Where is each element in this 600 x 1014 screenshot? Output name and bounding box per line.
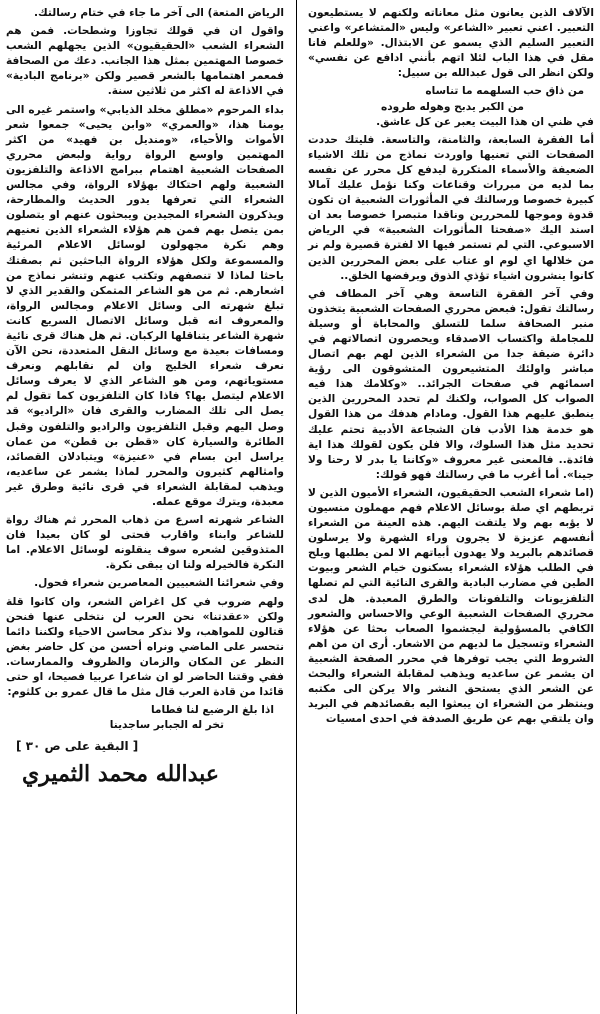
paragraph: وفي آخر الفقرة التاسعة وهي آخر المطاف في رسالتك تقول: فبعض محرري الصفحات الشعبية يتخذون منبر الصحافة سلما للتسلق والمحاباة أو وسيلة للمجاملة واكتساب الاصدقاء ويحصرون اتصالاتهم في دائرة ضيقة جدا من الشعراء الذين لهم بهم اتصال مباشر واولئك المتشيعرون المتشوقون الى رؤية اسمائهم في صفحات الجرائد.. «وكلامك هذا فيه الصواب كل الصواب، ولكنك لم تحدد المحررين الذين ينطبق عليهم هذا القول. ومادام هدفك من هذا القول هو خدمة هذا الأدب فان الشجاعة الأدبية تحتم عليك تحديد مثل هذا السلوك، والا فلن يكون لقولك هذا اية فائدة.. فالمعنى غير معروف «وكاننا يا بدر لا رحنا ولا جينا». أما أغرب ما في رسالتك فهو قولك: bbox=[308, 287, 594, 481]
column-divider bbox=[296, 0, 297, 1014]
author-name: عبدالله محمد الثميري bbox=[22, 761, 219, 788]
paragraph: الشاعر شهرته اسرع من ذهاب المحرر ثم هناك رواة للشاعر وابناء واقارب فحتى لو كان بعيدا فان المتذوقين لشعره سوف ينقلونه لوسائل الاعلام. اما النكرة فالخيرله ولنا ان يبقى نكرة. bbox=[6, 514, 284, 572]
paragraph: وفي شعرائنا الشعبيين المعاصرين شعراء فحول. bbox=[34, 577, 284, 590]
paragraph: أما الفقرة السابعة، والثامنة، والتاسعة. فليتك حددت الصفحات التي تعنيها واوردت نماذج من تلك الاشياء الضعيفة والأسماء المتكررة ليدفع كل محرر عن نفسه بما لديه من مبررات وقناعات وكنا نؤمل عليك آمالا كبيرة خصوصا ورسالتك في المأثورات الشعبية ان تكون قدوة وموجها للمحررين وناقدا متبصرا خصوصا بعد ان اسند اليك «صفحتا المأثورات الشعبية» في الرياض الاسبوعي. التي لم تستمر فيها الا لفترة قصيرة ولم نر من خلالها اي لوم او عتاب على بعض المحررين الذين كانوا ينشرون اشياء تؤذي الذوق ويرفضها الخلق.. bbox=[308, 133, 594, 282]
paragraph: الرياض المتعة) الى آخر ما جاء في ختام رسالتك. bbox=[34, 7, 284, 19]
paragraph: في ظني ان هذا البيت يعبر عن كل عاشق. bbox=[376, 115, 594, 128]
right-column bbox=[300, 0, 600, 1014]
poem-verse-first-half: من ذاق حب السلهمه ما تناساه bbox=[425, 85, 584, 98]
poem-verse-first-half: اذا بلغ الرضيع لنا فطاما bbox=[150, 704, 274, 717]
continued-note: [ البقية على ص ٣٠ ] bbox=[16, 739, 139, 754]
poem-verse-second-half: من الكبر يدبح وهوله طروده bbox=[380, 100, 524, 113]
paragraph: واقول ان في قولك تجاوزا وشطحات. فمن هم الشعراء الشعب «الحقيقيون» الذين يجهلهم الشعب خصوصا المهتمين بمثل هذا الجانب. دعك من الصحافة فمعمر اهتمامها بالشعر قصير ولكن «برنامج البادية» في الاذاعة له اكثر من ثلاثين سنة. bbox=[6, 25, 284, 98]
left-column bbox=[0, 0, 292, 1014]
quoted-paragraph: (اما شعراء الشعب الحقيقيون، الشعراء الأميون الذين لا تربطهم اي صلة بوسائل الاعلام فهم مهملون منسيون لا يؤبه بهم ولا يلتفت اليهم. هذه العينة من الشعراء أنفسهم عزيزة لا يجرون وراء الشهرة ولا يرسلون قصائدهم بالبريد ولا يهدون أبياتهم الا لمن يطلبها ويلح في الطلب هؤلاء الشعراء يسكنون خيام الشعر وبيوت الطين في مضارب البادية والقرى النائية التي لم تصلها التلفزيونات والتلفونات والطرق المعبدة. هل لدى محرري الصفحات الشعبية الوعي والاحساس والشعور الكافي بالمسؤولية ليجشموا الصعاب بحثا عن هؤلاء الشعراء وتسجيل ما لديهم من الاشعار. أرى ان من اهم الشروط التي يجب توفرها في محرر الصفحة الشعبية ان يشمر عن ساعديه ويذهب لمقابلة الشعراء والبحث عن الشعر الذي يستحق النشر والا يركن الى مكتبه وينتظر من الشعراء ان يبعثوا اليه بقصائدهم في البريد وان يلتقي بهم عن طريق الصدفة في احدى امسيات bbox=[308, 486, 594, 726]
poem-verse-second-half: تخر له الجبابر ساجدينا bbox=[109, 719, 224, 732]
paragraph: بداء المرحوم «مطلق مخلد الذيابي» واستمر غيره الى يومنا هذا، «والعمري» «وابن يحيى» جمعوا شعر الأموات والأحياء، «ومنديل بن فهيد» من اكثر المهتمين واوسع الرواة رواية ولبعض محرري الصفحات الشعبية اهتمام ببرامج الاذاعة والتلفزيون الشعبية ولهم احتكاك بهؤلاء الرواة، وفي مجالس الشعراء التي تعرفها يدور الحديث والمطارحة، ويذكرون الشعراء المجيدين ويبحثون عنهم او يتصلون بمن يتصل بهم فمن هم هؤلاء الشعراء الذين تعنيهم وهم نكرة مجهولون لوسائل الاعلام المرئية والمسموعة ولكل هؤلاء الرواة الباحثين ثم بصفتك باحثا لماذا لا تنصفهم وتكتب عنهم وتنشر نماذج من اشعارهم. ثم من هو الشاعر المتمكن والقدير الذي لا تبلغ شهرته الى وسائل الاعلام ومجالس الرواة، والمعروف انه قبل وسائل الاتصال السريع كانت شهرة الشاعر يتناقلها الركبان. ثم هل هناك قرى نائية ومسافات بعيدة مع وسائل النقل المتعددة، نحن الآن نعرف شعراء الخليج وان لم نقابلهم ونعرف مستوياتهم، ومن هو الشاعر الذي لا يعرف وسائل الاعلام ليتصل بها؟ فاذا كان التلفزيون كما تقول لم يصل الى تلك المضارب والقرى فان «الراديو» قد وصل اليهم وقبل التلفزيون والراديو والتلفون وقبل الطائرة والسيارة كان «قطن بن قطن» من عمان يراسل ابن بسام في «عنيزة» ويتبادلان القصائد، وامثالهم كثيرون والمحرر لماذا يشمر عن ساعديه، ويذهب لمقابلة الشعراء في قرى نائية وطرق غير معبدة، ويترك موقع عمله. bbox=[6, 103, 284, 508]
paragraph: ولهم ضروب في كل اغراض الشعر، وان كانوا قلة ولكن «عقدتنا» نحن العرب لن نتخلى عنها فنحن قتالون للمواهب، ولا نذكر محاسن الاحياء ولكننا دائما نتحسر على الماضي ونراه أحسن من كل حاضر بغض النظر عن المكان والزمان والظروف والممارسات. ففي وقتنا الحاضر لو ان شاعرا عربيا فصيحا، او حتى قائدا من قادة العرب قال مثل ما قال عمرو بن كلثوم: bbox=[6, 595, 284, 699]
paragraph: الآلاف الذين يعانون مثل معاناته ولكنهم لا يستطيعون التعبير. اعني تعبير «الشاعر» وليس «المتشاعر» واعني التعبير السليم الذي يسمو عن الابتذال. «وللعلم فانا مقل في هذا الباب لئلا اتهم بأنني ادافع عن نفسي» ولكن انظر الى قول عبدالله بن سبيل: bbox=[308, 7, 594, 80]
